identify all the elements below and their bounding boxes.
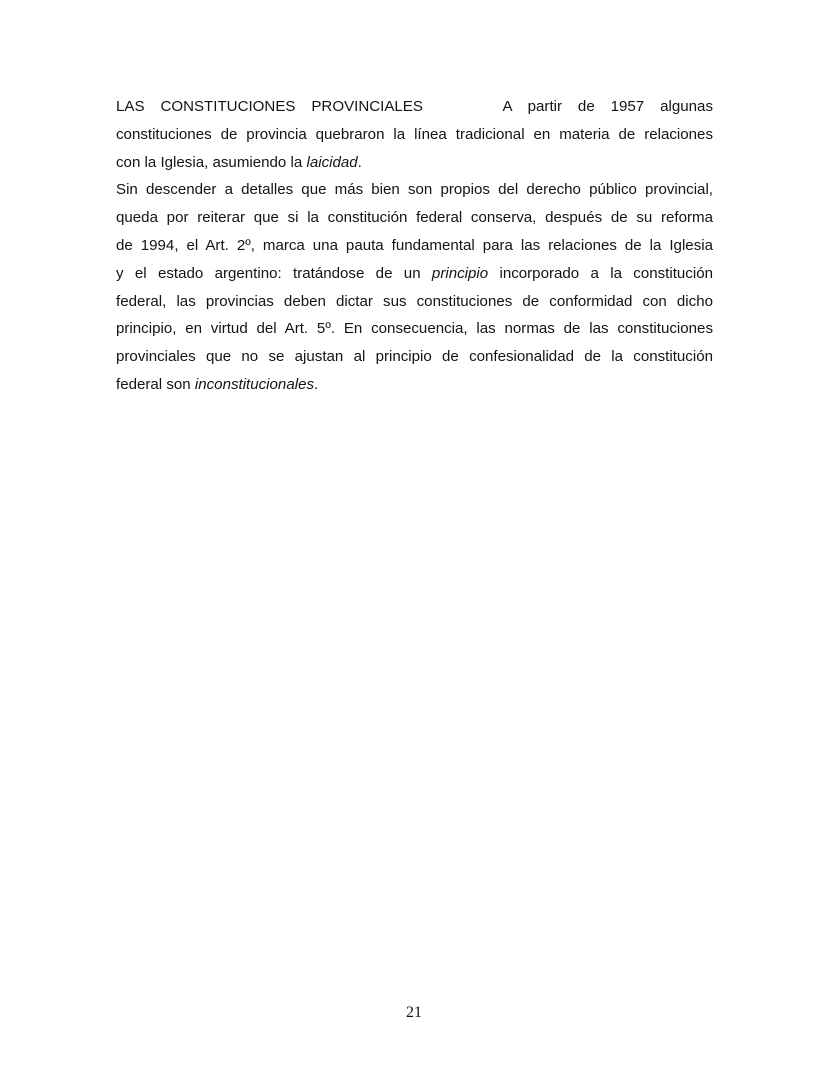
text-span: y el estado argentino: tratándose de un (116, 264, 432, 282)
section-heading: LAS CONSTITUCIONES PROVINCIALES (116, 98, 423, 115)
paragraph-2-line-8 (116, 371, 713, 399)
body-text (116, 93, 713, 399)
paragraph-2-line-1: Sin descender a detalles que más bien son propios del derecho público provincial, (116, 181, 713, 199)
emphasis-laicidad: laicidad (306, 153, 358, 171)
paragraph-1-line-2: constituciones de provincia quebraron la línea tradicional en materia de relaciones (116, 125, 713, 143)
text-span: . (357, 153, 362, 171)
paragraph-2-line-2: queda por reiterar que si la constitución federal conserva, después de su reforma (116, 209, 713, 227)
paragraph-2-line-3: de 1994, el Art. 2º, marca una pauta fundamental para las relaciones de la Iglesia (116, 236, 713, 254)
emphasis-inconstitucionales: inconstitucionales (194, 375, 315, 393)
text-span: . (314, 375, 319, 393)
paragraph-2-line-4 (116, 260, 713, 288)
text-span: federal son (116, 375, 195, 393)
page-number: 21 (406, 1004, 422, 1021)
paragraph-2-line-5: federal, las provincias deben dictar sus constituciones de conformidad con dicho (116, 292, 713, 310)
paragraph-1-line-3 (116, 149, 713, 177)
text-span: con la Iglesia, asumiendo la (116, 153, 307, 171)
paragraph-1-line-1-text: A partir de 1957 algunas (502, 98, 713, 115)
paragraph-2-line-6: principio, en virtud del Art. 5º. En consecuencia, las normas de las constituciones (116, 320, 713, 338)
paragraph-1-line-1 (116, 93, 713, 121)
emphasis-principio: principio (431, 264, 489, 282)
text-span: incorporado a la constitución (488, 264, 713, 282)
paragraph-2-line-7: provinciales que no se ajustan al principio de confesionalidad de la constitución (116, 348, 713, 366)
